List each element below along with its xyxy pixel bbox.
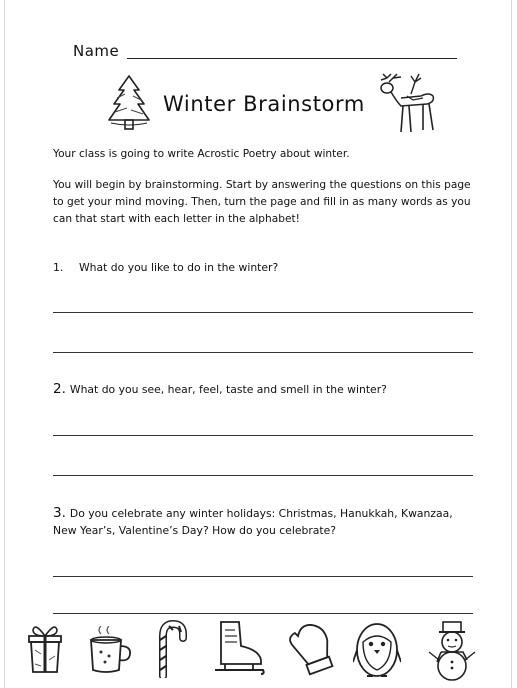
hot-cocoa-icon	[87, 626, 135, 676]
question-2	[53, 381, 478, 398]
question-number: 2.	[53, 381, 66, 397]
intro-paragraph-1: Your class is going to write Acrostic Poetry about winter.	[53, 148, 350, 160]
name-field-line[interactable]	[127, 58, 457, 59]
ice-skate-icon	[211, 620, 267, 678]
worksheet-title: Winter Brainstorm	[163, 92, 365, 116]
mitten-icon	[287, 620, 337, 676]
snowman-icon	[427, 620, 477, 682]
question-number: 3.	[53, 505, 66, 521]
question-1	[53, 259, 478, 276]
reindeer-icon	[371, 72, 445, 138]
decoration-border	[19, 620, 489, 684]
question-text: What do you see, hear, feel, taste and smell in the winter?	[69, 383, 387, 396]
answer-line[interactable]	[53, 576, 473, 577]
answer-line[interactable]	[53, 352, 473, 353]
worksheet-page	[4, 0, 512, 688]
intro-paragraph-2: You will begin by brainstorming. Start by answering the questions on this page to get your mind moving. Then, turn the page and fill in as many words as you can that start with each letter in the alphabet!	[53, 179, 471, 225]
answer-line[interactable]	[53, 312, 473, 313]
candy-cane-icon	[153, 620, 189, 678]
christmas-tree-icon	[105, 74, 153, 136]
question-number: 1.	[53, 261, 64, 274]
answer-line[interactable]	[53, 475, 473, 476]
name-label: Name	[73, 42, 120, 60]
penguin-icon	[353, 620, 401, 680]
answer-line[interactable]	[53, 435, 473, 436]
question-text: What do you like to do in the winter?	[79, 261, 279, 274]
gift-icon	[25, 620, 65, 676]
question-3	[53, 505, 478, 539]
answer-line[interactable]	[53, 613, 473, 614]
question-text: Do you celebrate any winter holidays: Christmas, Hanukkah, Kwanzaa, New Year’s, Valentine’s Day? How do you celebrate?	[53, 507, 453, 537]
